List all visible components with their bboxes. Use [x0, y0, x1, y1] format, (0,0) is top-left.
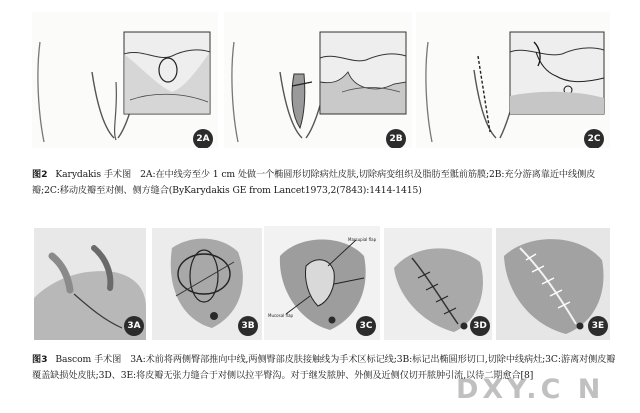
- panel-badge: 2A: [193, 129, 213, 148]
- karydakis-drawing-2b: [224, 12, 412, 148]
- figure3-panel-3c: [264, 226, 380, 340]
- panel-badge: 2C: [584, 129, 604, 148]
- karydakis-drawing-2a: [32, 12, 218, 148]
- karydakis-drawing-2c: [416, 12, 610, 148]
- figure2-panel-2b: [224, 12, 412, 148]
- panel-badge: 3E: [588, 316, 608, 336]
- panel-badge: 2B: [386, 129, 406, 148]
- panel-badge: 3A: [124, 316, 144, 336]
- panel-badge: 3C: [356, 316, 376, 336]
- panel-badge: 3D: [470, 316, 490, 336]
- figure3-panel-3b: [152, 228, 262, 340]
- figure-label: 图3: [32, 354, 48, 365]
- panel-3c-flap-label: Mucosal flap: [268, 313, 294, 318]
- caption-text: Karydakis 手术图 2A:在中线旁至少 1 cm 处做一个椭圆形切除病灶皮肤,切除病变组织及脂肪至骶前筋膜;2B:充分游离靠近中线侧皮瓣;2C:移动皮瓣至对侧、侧方缝合(ByKarydakis GE from Lancet1973,2(7843):1414-1415): [32, 169, 596, 196]
- figure3-panel-3d: [384, 228, 492, 340]
- panel-3c-flap-label: Marsupial flap: [348, 237, 377, 242]
- figure2-panel-2c: [416, 12, 610, 148]
- figure-label: 图2: [32, 169, 48, 180]
- watermark: DXY.C N: [456, 374, 605, 405]
- figure2-panel-2a: [32, 12, 218, 148]
- caption-text: Bascom 手术图 3A:术前将两侧臀部推向中线,两侧臀部皮肤接触线为手术区标记线;3B:标记出椭圆形切口,切除中线病灶;3C:游离对侧皮瓣覆盖缺损处皮肤;3D、3E:将皮瓣无张力缝合于对侧以拉平臀沟。对于继发脓肿、外侧及近侧仅切开脓肿引流,以待二期愈合[8]: [32, 354, 616, 381]
- figure3-panel-3e: [496, 228, 610, 340]
- panel-badge: 3B: [238, 316, 258, 336]
- figure3-panel-3a: [34, 228, 146, 340]
- figure2-caption: [32, 167, 620, 199]
